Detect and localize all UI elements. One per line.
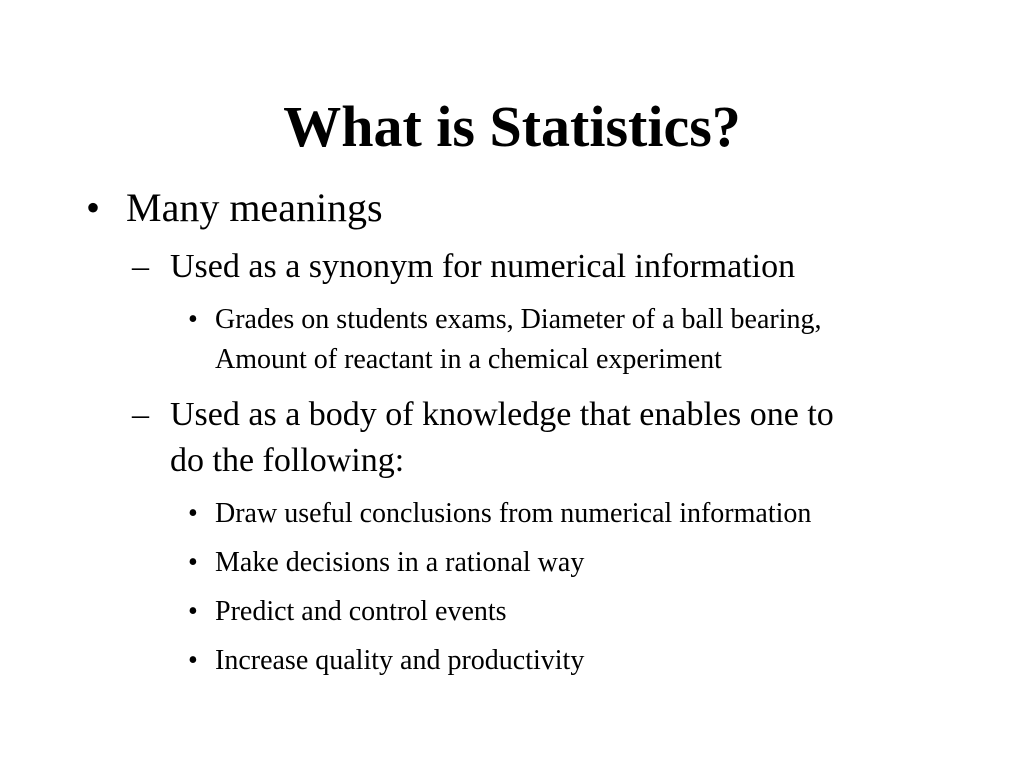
sub-bullet-line: Used as a body of knowledge that enables one to xyxy=(170,396,834,433)
list-item-text: Draw useful conclusions from numerical information xyxy=(215,498,812,529)
sub-bullet-line: do the following: xyxy=(170,442,405,479)
bullet-marker: • xyxy=(188,547,198,578)
bullet-marker: • xyxy=(188,498,198,529)
list-item-text: Make decisions in a rational way xyxy=(215,547,585,578)
sub-bullet-synonym xyxy=(0,246,1024,288)
list-item xyxy=(0,641,1024,681)
bullet-text: Many meanings xyxy=(126,185,383,230)
list-item xyxy=(0,494,1024,534)
sub-bullet-body-of-knowledge xyxy=(0,394,1024,478)
detail-bullet-examples xyxy=(0,300,1024,380)
list-item xyxy=(0,592,1024,632)
bullet-marker: • xyxy=(188,304,198,335)
sub-bullet-text: Used as a synonym for numerical information xyxy=(170,248,796,285)
dash-marker: – xyxy=(132,396,149,433)
list-item-text: Predict and control events xyxy=(215,596,507,627)
list-item-text: Increase quality and productivity xyxy=(215,645,585,676)
dash-marker: – xyxy=(132,248,149,285)
bullet-marker: • xyxy=(86,185,101,230)
bullet-many-meanings xyxy=(0,184,1024,232)
detail-line: Amount of reactant in a chemical experiment xyxy=(215,344,722,375)
bullet-marker: • xyxy=(188,596,198,627)
list-item xyxy=(0,543,1024,583)
detail-line: Grades on students exams, Diameter of a ball bearing, xyxy=(215,304,822,335)
slide-title: What is Statistics? xyxy=(283,94,741,159)
bullet-marker: • xyxy=(188,645,198,676)
